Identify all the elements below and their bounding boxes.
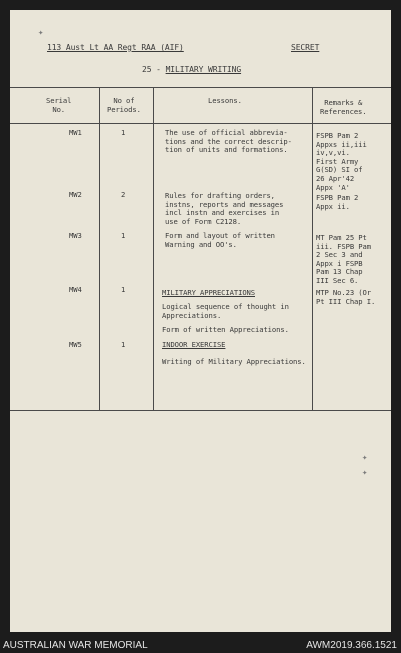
security-classification: SECRET — [291, 43, 320, 52]
section-number: 25 - — [142, 65, 161, 74]
header-lessons: Lessons. — [208, 96, 242, 105]
row-periods: 1 — [121, 128, 126, 137]
row-periods: 2 — [121, 190, 126, 199]
row-serial: MW2 — [69, 190, 82, 199]
table-top-rule — [10, 87, 391, 88]
unit-header: 113 Aust Lt AA Regt RAA (AIF) — [47, 43, 184, 52]
row-serial: MW4 — [69, 285, 82, 294]
row-periods: 1 — [121, 340, 126, 349]
row-lessons: Rules for drafting orders, instns, reports and messages incl instn and exercises in use of Form C2128. — [165, 191, 284, 226]
row-periods: 1 — [121, 231, 126, 240]
row-serial: MW5 — [69, 340, 82, 349]
institution-name: AUSTRALIAN WAR MEMORIAL — [3, 640, 148, 651]
row-periods: 1 — [121, 285, 126, 294]
row-remarks: FSPB Pam 2 Appxs ii,iii iv,v,vi. First Army G(SD) SI of 26 Apr'42 Appx 'A' — [316, 131, 367, 192]
row-lessons: Form and layout of written Warning and OO's. — [165, 231, 275, 249]
header-remarks: Remarks & References. — [320, 98, 367, 116]
row-lessons-heading: MILITARY APPRECIATIONS — [162, 288, 255, 297]
header-periods: No of Periods. — [107, 96, 141, 114]
row-lessons: The use of official abbrevia- tions and the correct descrip- tion of units and formations. — [165, 128, 292, 155]
table-header-rule — [10, 123, 391, 124]
pin-hole-mark: ✦ — [362, 468, 368, 478]
row-serial: MW3 — [69, 231, 82, 240]
archive-footer — [0, 632, 401, 653]
row-remarks: MTP No.23 (Or Pt III Chap I. — [316, 288, 376, 306]
column-divider — [153, 87, 154, 410]
table-bottom-rule — [10, 410, 391, 411]
header-serial: Serial No. — [46, 96, 72, 114]
pin-hole-mark: ✦ — [362, 453, 368, 463]
row-lessons: Writing of Military Appreciations. — [162, 357, 306, 366]
row-serial: MW1 — [69, 128, 82, 137]
document-page — [10, 10, 391, 632]
section-title-text: MILITARY WRITING — [165, 65, 242, 74]
pin-hole-mark: ✦ — [38, 28, 44, 38]
row-lessons-extra: Form of written Appreciations. — [162, 325, 289, 334]
section-title — [142, 66, 241, 75]
column-divider — [99, 87, 100, 410]
row-remarks: MT Pam 25 Pt iii. FSPB Pam 2 Sec 3 and Appx i FSPB Pam 13 Chap III Sec 6. — [316, 233, 371, 285]
accession-number: AWM2019.366.1521 — [306, 640, 397, 651]
column-divider — [312, 87, 313, 410]
row-lessons-heading: INDOOR EXERCISE — [162, 340, 226, 349]
row-remarks: FSPB Pam 2 Appx ii. — [316, 193, 359, 211]
row-lessons: Logical sequence of thought in Appreciations. — [162, 302, 289, 320]
